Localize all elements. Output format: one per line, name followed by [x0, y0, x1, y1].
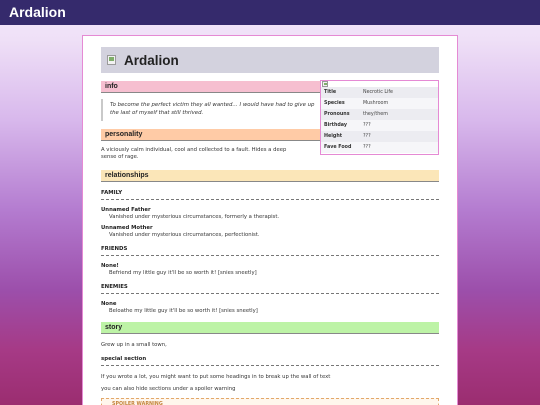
- relationship-name: Unnamed Father: [101, 207, 151, 213]
- infobox-key: Height: [324, 134, 343, 139]
- infobox-value: they/them: [363, 112, 388, 117]
- relationship-desc: Beloathe my little guy it'll be so worth it! [snies sneetly]: [109, 308, 258, 314]
- infobox-value: ???: [363, 123, 371, 128]
- infobox-row: [321, 131, 438, 142]
- infobox: [320, 80, 439, 155]
- infobox-row: [321, 109, 438, 120]
- friends-subheading: FRIENDS: [101, 246, 439, 256]
- personality-text-line2: sense of rage.: [101, 154, 139, 160]
- infobox-row: [321, 98, 438, 109]
- relationship-desc: Vanished under mysterious circumstances, formerly a therapist.: [109, 214, 280, 220]
- story-text-line2: you can also hide sections under a spoiler warning: [101, 386, 236, 392]
- family-subheading: FAMILY: [101, 190, 439, 200]
- broken-image-icon: [322, 81, 328, 87]
- page-title: Ardalion: [124, 52, 179, 68]
- story-heading: story: [101, 322, 439, 334]
- relationship-name: None: [101, 301, 117, 307]
- infobox-value: Mushroom: [363, 101, 389, 106]
- infobox-key: Birthday: [324, 123, 348, 128]
- special-section-subheading: special section: [101, 356, 439, 366]
- spoiler-warning-box[interactable]: SPOILER WARNING: [101, 398, 439, 405]
- infobox-row: [321, 142, 438, 153]
- enemies-subheading: ENEMIES: [101, 284, 439, 294]
- site-header-title[interactable]: Ardalion: [0, 0, 540, 25]
- infobox-image-slot: [321, 81, 438, 87]
- relationship-name: Unnamed Mother: [101, 225, 153, 231]
- relationship-desc: Vanished under mysterious circumstances, perfectionist.: [109, 232, 260, 238]
- relationship-name: None!: [101, 263, 119, 269]
- character-card: [82, 35, 458, 405]
- infobox-key: Species: [324, 101, 345, 106]
- personality-text-line1: A viciously calm individual, cool and collected to a fault. Hides a deep: [101, 147, 287, 153]
- story-text-line1: If you wrote a lot, you might want to put some headings in to break up the wall of text: [101, 374, 331, 380]
- personality-heading: personality: [101, 129, 320, 141]
- relationships-heading: relationships: [101, 170, 439, 182]
- infobox-key: Title: [324, 90, 337, 95]
- infobox-key: Fave Food: [324, 145, 352, 150]
- infobox-value: ???: [363, 134, 371, 139]
- infobox-key: Pronouns: [324, 112, 350, 117]
- info-quote: To become the perfect victim they all wanted… I would have had to give up the last of myself that still thrived.: [101, 99, 318, 121]
- infobox-row: [321, 87, 438, 98]
- info-heading: info: [101, 81, 320, 93]
- relationship-desc: Befriend my little guy it'll be so worth it! [snies sneetly]: [109, 270, 257, 276]
- infobox-value: ???: [363, 145, 371, 150]
- page-title-bar: [101, 47, 439, 73]
- infobox-row: [321, 120, 438, 131]
- infobox-value: Necrotic Life: [363, 90, 393, 95]
- story-intro: Grew up in a small town,: [101, 342, 167, 348]
- broken-image-icon: [107, 55, 116, 65]
